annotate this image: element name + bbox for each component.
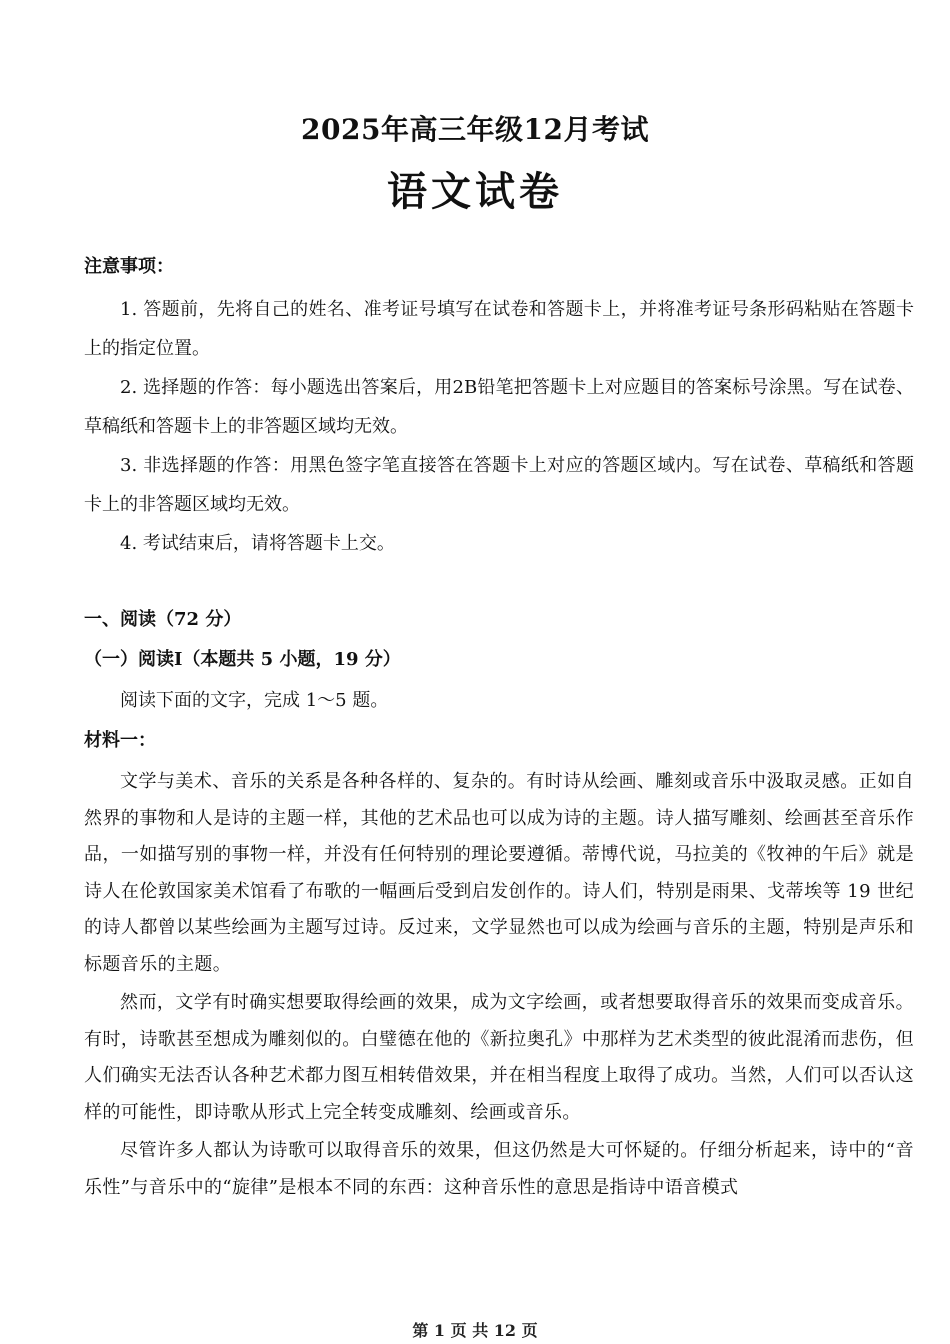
notice-heading: 注意事项： — [84, 256, 174, 277]
section-heading: 一、阅读（72 分） — [84, 609, 242, 630]
subsection-heading: （一）阅读I（本题共 5 小题，19 分） — [84, 649, 401, 670]
notice-item: 3. 非选择题的作答：用黑色签字笔直接答在答题卡上对应的答题区域内。写在试卷、草稿纸和答题卡上的非答题区域均无效。 — [84, 455, 914, 515]
reading-instruction: 阅读下面的文字，完成 1～5 题。 — [120, 690, 389, 711]
passage-paragraph: 然而，文学有时确实想要取得绘画的效果，成为文字绘画，或者想要取得音乐的效果而变成音乐。有时，诗歌甚至想成为雕刻似的。白璧德在他的《新拉奥孔》中那样为艺术类型的彼此混淆而悲伤，但人们确实无法否认各种艺术都力图互相转借效果，并在相当程度上取得了成功。当然，人们可以否认这样的可能性，即诗歌从形式上完全转变成雕刻、绘画或音乐。 — [84, 992, 914, 1123]
passage-paragraph: 尽管许多人都认为诗歌可以取得音乐的效果，但这仍然是大可怀疑的。仔细分析起来，诗中的“音乐性”与音乐中的“旋律”是根本不同的东西：这种音乐性的意思是指诗中语音模式 — [84, 1140, 914, 1198]
notice-item: 4. 考试结束后，请将答题卡上交。 — [120, 533, 395, 554]
notice-item: 1. 答题前，先将自己的姓名、准考证号填写在试卷和答题卡上，并将准考证号条形码粘贴在答题卡上的指定位置。 — [84, 299, 914, 359]
subject-title: 语文试卷 — [387, 168, 563, 215]
notice-list — [84, 290, 914, 563]
exam-title: 2025年高三年级12月考试 — [301, 113, 649, 146]
page-footer: 第 1 页 共 12 页 — [412, 1321, 538, 1340]
passage-paragraph: 文学与美术、音乐的关系是各种各样的、复杂的。有时诗从绘画、雕刻或音乐中汲取灵感。正如自然界的事物和人是诗的主题一样，其他的艺术品也可以成为诗的主题。诗人描写雕刻、绘画甚至音乐作品，一如描写别的事物一样，并没有任何特别的理论要遵循。蒂博代说，马拉美的《牧神的午后》就是诗人在伦敦国家美术馆看了布歌的一幅画后受到启发创作的。诗人们，特别是雨果、戈蒂埃等 19 世纪的诗人都曾以某些绘画为主题写过诗。反过来，文学显然也可以成为绘画与音乐的主题，特别是声乐和标题音乐的主题。 — [84, 771, 914, 975]
material-label: 材料一： — [84, 730, 156, 751]
reading-passage — [84, 764, 914, 1206]
notice-item: 2. 选择题的作答：每小题选出答案后，用2B铅笔把答题卡上对应题目的答案标号涂黑。写在试卷、草稿纸和答题卡上的非答题区域均无效。 — [84, 377, 914, 437]
